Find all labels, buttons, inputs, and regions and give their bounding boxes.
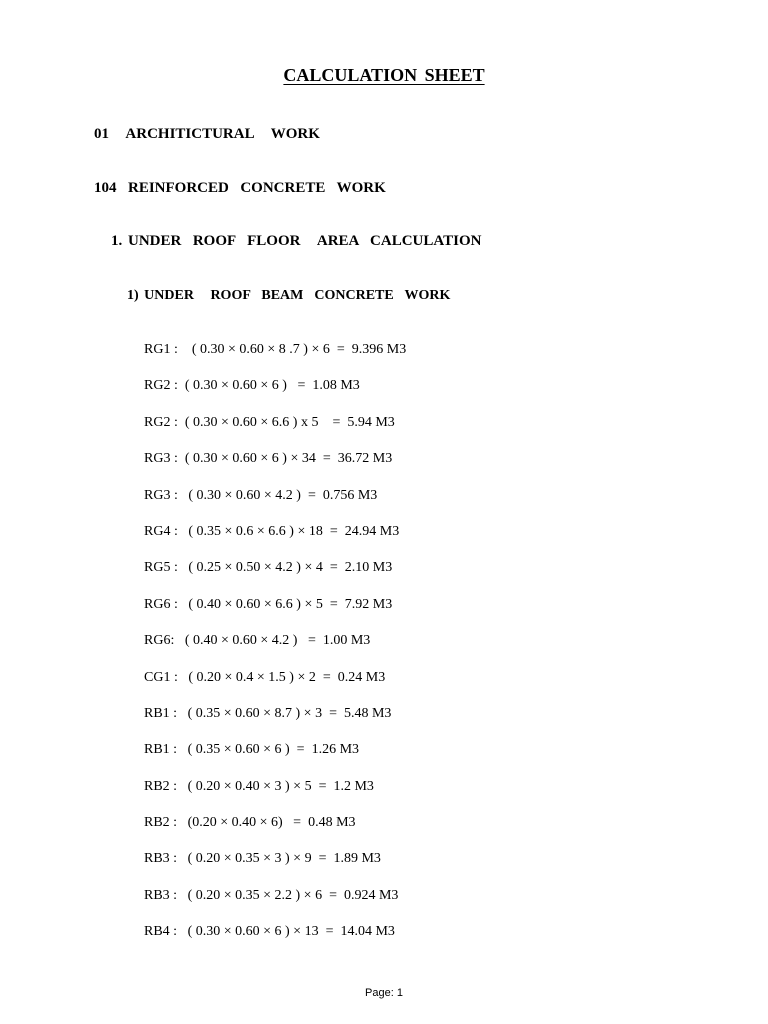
calculation-row: RG6: ( 0.40 × 0.60 × 4.2 ) = 1.00 M3 bbox=[144, 633, 371, 649]
section-heading-architectural: 01 ARCHITICTURAL WORK bbox=[94, 126, 320, 142]
section-heading-concrete: 104 REINFORCED CONCRETE WORK bbox=[94, 180, 386, 196]
document-title bbox=[0, 64, 768, 86]
calculation-row: RB1 : ( 0.35 × 0.60 × 8.7 ) × 3 = 5.48 M3 bbox=[144, 705, 392, 721]
calculation-row: RB3 : ( 0.20 × 0.35 × 3 ) × 9 = 1.89 M3 bbox=[144, 851, 381, 867]
calculation-row: RG5 : ( 0.25 × 0.50 × 4.2 ) × 4 = 2.10 M3 bbox=[144, 560, 393, 576]
calculation-row: RG6 : ( 0.40 × 0.60 × 6.6 ) × 5 = 7.92 M3 bbox=[144, 596, 393, 612]
calculation-row: RB2 : ( 0.20 × 0.40 × 3 ) × 5 = 1.2 M3 bbox=[144, 778, 374, 794]
calculation-row: CG1 : ( 0.20 × 0.4 × 1.5 ) × 2 = 0.24 M3 bbox=[144, 669, 386, 685]
calculation-row: RB3 : ( 0.20 × 0.35 × 2.2 ) × 6 = 0.924 M3 bbox=[144, 887, 399, 903]
calculation-row: RG1 : ( 0.30 × 0.60 × 8 .7 ) × 6 = 9.396 M3 bbox=[144, 342, 407, 357]
calculation-row: RB2 : (0.20 × 0.40 × 6) = 0.48 M3 bbox=[144, 815, 356, 831]
calculation-row: RG2 : ( 0.30 × 0.60 × 6 ) = 1.08 M3 bbox=[144, 378, 360, 394]
calculation-row: RG4 : ( 0.35 × 0.6 × 6.6 ) × 18 = 24.94 M3 bbox=[144, 523, 400, 539]
calculation-row: RG2 : ( 0.30 × 0.60 × 6.6 ) x 5 = 5.94 M3 bbox=[144, 414, 395, 430]
page-number-footer: Page: 1 bbox=[365, 987, 403, 999]
calculation-list bbox=[144, 340, 406, 959]
subsection-heading-area-calculation: 1. UNDER ROOF FLOOR AREA CALCULATION bbox=[111, 233, 482, 249]
calculation-row: RB1 : ( 0.35 × 0.60 × 6 ) = 1.26 M3 bbox=[144, 742, 360, 758]
calculation-row: RB4 : ( 0.30 × 0.60 × 6 ) × 13 = 14.04 M3 bbox=[144, 924, 395, 940]
calculation-row: RG3 : ( 0.30 × 0.60 × 4.2 ) = 0.756 M3 bbox=[144, 487, 378, 503]
document-title-text: CALCULATION SHEET bbox=[283, 65, 485, 85]
calculation-row: RG3 : ( 0.30 × 0.60 × 6 ) × 34 = 36.72 M3 bbox=[144, 451, 393, 467]
subsubsection-heading-beam-concrete: 1) UNDER ROOF BEAM CONCRETE WORK bbox=[127, 288, 451, 303]
